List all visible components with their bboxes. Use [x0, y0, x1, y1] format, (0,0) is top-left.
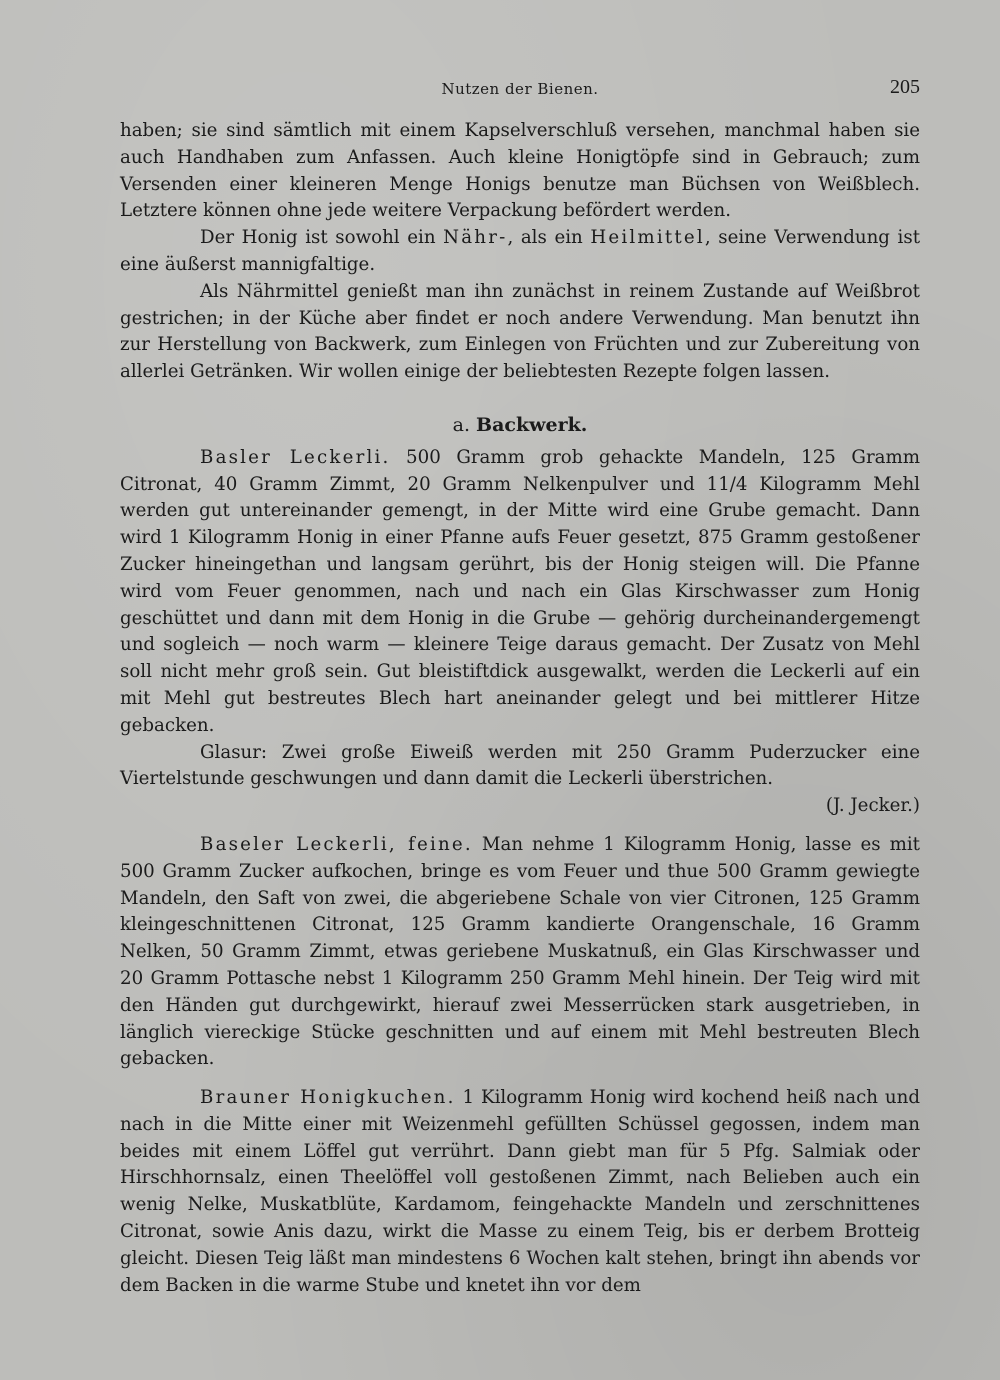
- paragraph-continuation: haben; sie sind sämtlich mit einem Kapselverschluß versehen, manchmal haben sie auch Handhaben zum Anfassen. Auch kleine Honigtöpfe sind in Gebrauch; zum Versenden einer kleineren Menge Honigs benutze man Büchsen von Weißblech. Letztere können ohne jede weitere Verpackung befördert werden.: [120, 120, 920, 222]
- glaze-text: Glasur: Zwei große Eiweiß werden mit 250 Gramm Puderzucker eine Viertelstunde geschwungen und dann damit die Leckerli überstrichen.: [120, 741, 920, 790]
- spacer: [120, 820, 920, 832]
- fraction: 1/4: [718, 473, 748, 495]
- recipe-baseler-leckerli-feine: [120, 832, 920, 1073]
- recipe-brauner-honigkuchen: [120, 1085, 920, 1299]
- emphasis-naehr: Nähr-: [443, 227, 508, 249]
- recipe-basler-leckerli: [120, 445, 920, 740]
- recipe-text: 1 Kilogramm Honig wird kochend heiß nach und nach in die Mitte einer mit Weizenmehl gefüllten Schüssel gegossen, indem man beides mit einem Löffel gut verrührt. Dann giebt man für 5 Pfg. Salmiak oder Hirschhornsalz, einen Theelöffel voll gestoßenen Zimmt, nach Belieben auch ein wenig Nelke, Muskatblüte, Kardamom, feingehackte Mandeln und zerschnittenes Citronat, sowie Anis dazu, wirkt die Masse zu einem Teig, bis er derbem Brotteig gleicht. Diesen Teig läßt man mindestens 6 Wochen kalt stehen, bringt ihn abends vor dem Backen in die warme Stube und knetet ihn vor dem: [120, 1087, 921, 1296]
- attribution: (J. Jecker.): [825, 795, 920, 817]
- recipe-text: Man nehme 1 Kilogramm Honig, lasse es mit 500 Gramm Zucker aufkochen, bringe es vom Feuer und thue 500 Gramm gewiegte Mandeln, den Saft von zwei, die abgeriebene Schale von vier Citronen, 125 Gramm kleingeschnittenen Citronat, 125 Gramm kandierte Orangenschale, 16 Gramm Nelken, 50 Gramm Zimmt, etwas geriebene Muskatnuß, ein Glas Kirschwasser und 20 Gramm Pottasche nebst 1 Kilogramm 250 Gramm Mehl hinein. Der Teig wird mit den Händen gut durchgewirkt, hierauf zwei Messerrücken stark ausgetrieben, in länglich viereckige Stücke geschnitten und auf einem mit Mehl bestreuten Blech gebacken.: [120, 833, 920, 1070]
- page-number: 205: [890, 76, 920, 98]
- page-header: [120, 76, 920, 106]
- recipe-glaze: [120, 740, 920, 820]
- running-title: Nutzen der Bienen.: [441, 80, 599, 98]
- text-span: , seine Verwendung ist eine äußerst mannigfaltige.: [120, 227, 920, 275]
- paragraph-nutrition: Als Nährmittel genießt man ihn zunächst in reinem Zustande auf Weißbrot gestrichen; in der Küche aber findet er noch andere Verwendung. Man benutzt ihn zur Herstellung von Backwerk, zum Einlegen von Früchten und zur Zubereitung von allerlei Getränken. Wir wollen einige der beliebtesten Rezepte folgen lassen.: [120, 280, 920, 383]
- recipe-text: 500 Gramm grob gehackte Mandeln, 125 Gramm Citronat, 40 Gramm Zimmt, 20 Gramm Nelkenpulver und 1: [120, 446, 920, 495]
- spacer: [120, 1073, 920, 1085]
- section-title: Backwerk.: [476, 413, 588, 436]
- recipe-title: Brauner Honigkuchen.: [200, 1087, 456, 1109]
- emphasis-heilmittel: Heilmittel: [590, 227, 705, 249]
- recipe-title: Basler Leckerli.: [200, 446, 391, 468]
- section-heading: [120, 412, 920, 439]
- text-span: Der Honig ist sowohl ein: [200, 227, 444, 249]
- page-body: [120, 118, 920, 1299]
- paragraph-honey-uses: [120, 225, 920, 279]
- text-span: , als ein: [507, 227, 591, 249]
- section-letter: a.: [452, 413, 471, 436]
- recipe-text: Kilogramm Mehl werden gut untereinander gemengt, in der Mitte wird eine Grube gemacht. Dann wird 1 Kilogramm Honig in einer Pfanne aufs Feuer gesetzt, 875 Gramm gestoßener Zucker hineingethan und langsam gerührt, bis der Honig steigen will. Die Pfanne wird vom Feuer genommen, nach und nach ein Glas Kirschwasser zum Honig geschüttet und dann mit dem Honig in die Grube — gehörig durcheinandergemengt und sogleich — noch warm — kleinere Teige daraus gemacht. Der Zusatz von Mehl soll nicht mehr groß sein. Gut bleistiftdick ausgewalkt, werden die Leckerli auf ein mit Mehl gut bestreutes Blech hart aneinander gelegt und bei mittlerer Hitze gebacken.: [120, 473, 921, 736]
- recipe-title: Baseler Leckerli, feine.: [200, 833, 473, 855]
